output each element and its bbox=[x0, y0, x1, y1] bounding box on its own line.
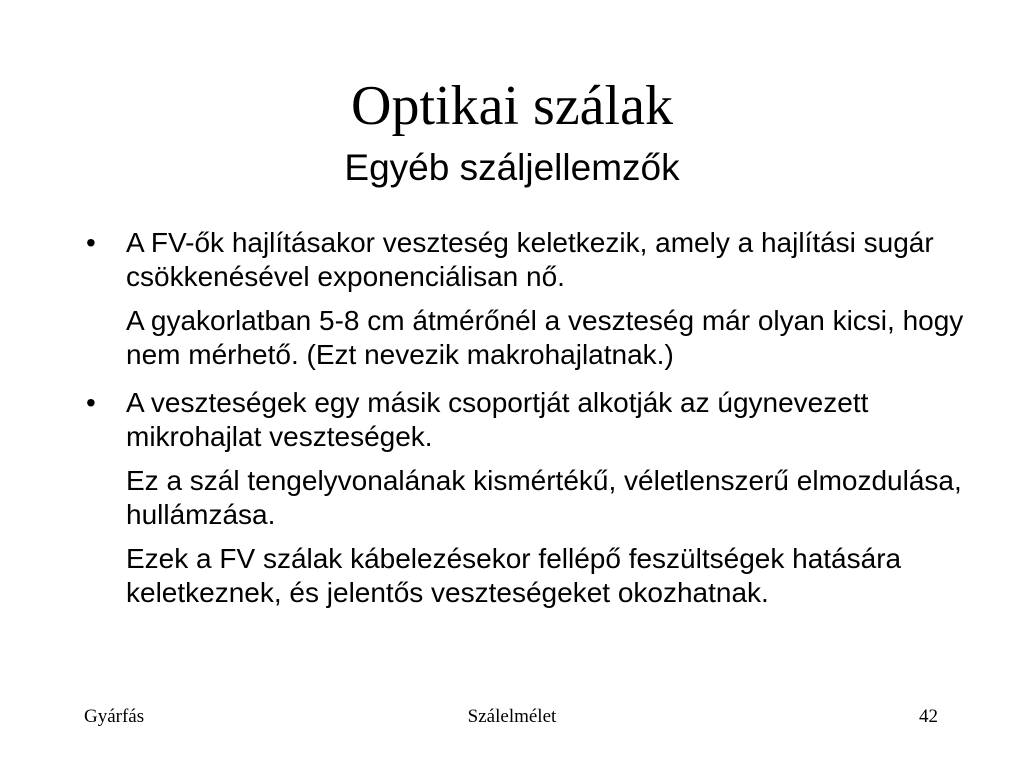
bullet-icon: • bbox=[86, 387, 96, 418]
paragraph: A veszteségek egy másik csoportját alkotják az úgynevezett mikrohajlat veszteségek. bbox=[126, 387, 869, 452]
paragraph: Ez a szál tengelyvonalának kismértékű, véletlenszerű elmozdulása, hullámzása. bbox=[126, 465, 962, 530]
paragraph: A gyakorlatban 5-8 cm átmérőnél a veszteség már olyan kicsi, hogy nem mérhető. (Ezt nevezik makrohajlatnak.) bbox=[126, 305, 964, 370]
footer-page-number: 42 bbox=[919, 706, 938, 727]
paragraph: A FV-ők hajlításakor veszteség keletkezik, amely a hajlítási sugár csökkenésével exponenciálisan nő. bbox=[126, 227, 934, 292]
footer-topic: Szálelmélet bbox=[467, 706, 557, 727]
footer-author: Gyárfás bbox=[84, 706, 145, 727]
slide-subtitle: Egyéb száljellemzők bbox=[344, 147, 680, 188]
slide-body bbox=[84, 226, 964, 620]
bullet-item bbox=[84, 386, 964, 610]
paragraph: Ezek a FV szálak kábelezésekor fellépő feszültségek hatására keletkeznek, és jelentős veszteségeket okozhatnak. bbox=[126, 543, 902, 608]
slide-title: Optikai szálak bbox=[351, 75, 673, 137]
bullet-item bbox=[84, 226, 964, 372]
bullet-icon: • bbox=[86, 227, 96, 258]
